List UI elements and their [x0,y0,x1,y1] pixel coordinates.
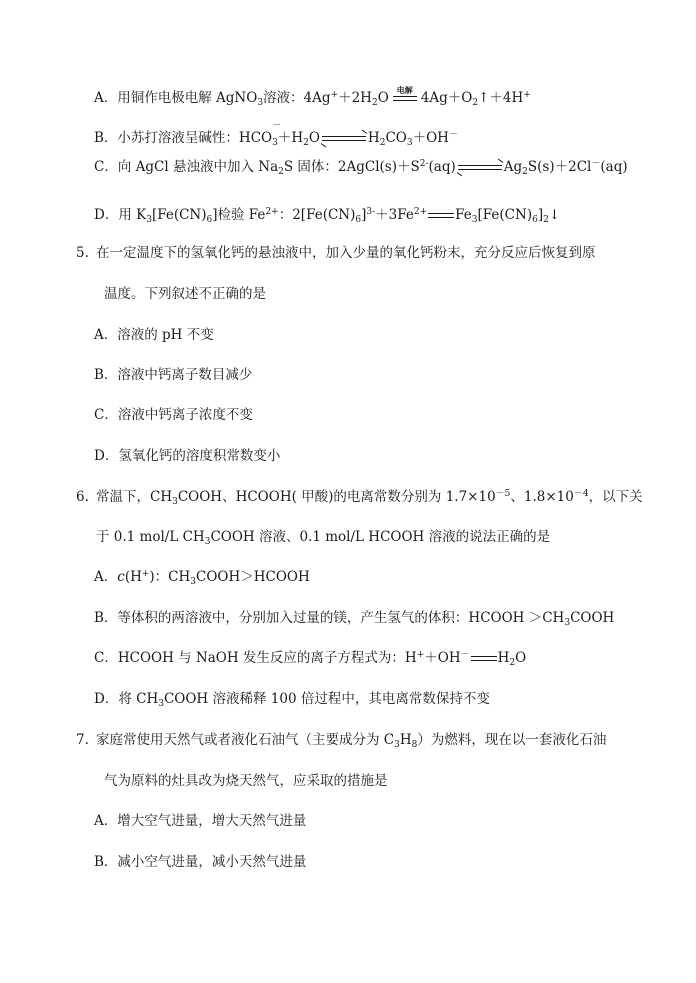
question-stem: COOH 溶液、0.1 mol/L HCOOH 溶液的说法正确的是 [210,529,551,545]
option-text: ＋H [277,130,304,146]
option-text: [Fe(CN) [151,207,207,223]
option-text: 向 AgCl 悬浊液中加入 Na [117,159,279,175]
question-stem: 在一定温度下的氢氧化钙的悬浊液中，加入少量的氧化钙粉末，充分反应后恢复到原 [96,245,596,261]
question-stem: H [399,732,412,748]
subscript: 3 [272,138,278,148]
q6-option-d [94,689,490,709]
subscript: 3 [564,618,571,628]
option-text: ：2[Fe(CN) [278,207,356,223]
option-text: 溶液的 pH 不变 [117,327,214,343]
q5-option-c [94,405,253,425]
question-stem: 气为原料的灶具改为烧天然气，应采取的措施是 [104,773,388,789]
question-stem: ）为燃料，现在以一套液化石油 [417,732,607,748]
option-text: H [367,130,380,146]
option-text: Ag [503,159,523,175]
option-text: COOH＞HCOOH [196,569,310,585]
q4-option-d [94,205,560,225]
hco3-ion: － $_3$ [272,121,282,148]
q4-option-c [94,157,628,177]
option-text: (aq) [600,159,628,175]
option-text: O [377,90,389,106]
option-text: 小苏打溶液呈碱性：HCO [117,130,273,146]
superscript: 2+ [413,207,428,217]
option-text: 等体积的两溶液中，分别加入过量的镁，产生氢气的体积：HCOOH ＞CH [117,610,565,626]
arrow-label: 电解 [396,84,413,95]
subscript: 3 [146,215,152,225]
superscript: + [416,650,425,660]
option-label: D． [94,448,119,464]
q4-option-b [94,121,458,148]
q6-option-c [94,648,526,668]
option-label: D． [94,207,119,223]
option-label: B． [94,854,118,870]
option-text: COOH 溶液稀释 100 倍过程中，其电离常数保持不变 [163,691,490,707]
option-text: 4Ag＋O [420,90,473,106]
option-text: S(s)＋2Cl [527,159,592,175]
superscript: － [448,130,458,140]
q5-stem-line1 [76,243,596,263]
option-text: 减小空气进量，减小天然气进量 [117,854,307,870]
q7-stem-line2 [104,771,388,791]
q5-stem-line2 [104,284,266,304]
subscript: 3 [190,577,197,587]
equilibrium-arrow-icon [322,135,366,143]
subscript: 2 [472,98,479,108]
question-stem: 于 0.1 mol/L CH [96,529,205,545]
subscript: 3 [158,699,164,709]
superscript: 2- [419,159,429,169]
question-stem: ，以下关 [588,489,643,505]
option-label: A． [94,90,118,106]
option-text: [Fe(CN) [477,207,533,223]
subscript: 3 [204,537,211,547]
subscript: 8 [411,740,418,750]
option-text: ＋OH [412,130,449,146]
option-text: ] [537,207,544,223]
option-text: CO [385,130,407,146]
option-label: B． [94,367,118,383]
option-label: B． [94,610,118,626]
option-text: ↑＋4H [478,90,524,106]
superscript: －4 [573,489,589,499]
question-number: 6. [76,489,89,505]
q7-option-b [94,852,306,872]
subscript: 2 [509,658,516,668]
q7-option-a [94,811,306,831]
subscript: 6 [355,215,362,225]
q5-option-b [94,365,252,385]
subscript: 3 [406,138,413,148]
option-text: 氢氧化钙的溶度积常数变小 [118,448,281,464]
option-label: C． [94,650,118,666]
subscript: 2 [303,138,309,148]
question-stem: 常温下，CH [96,489,173,505]
option-text: HCOOH 与 NaOH 发生反应的离子方程式为：H [117,650,417,666]
subscript: 2 [278,167,284,177]
q5-option-a [94,325,214,345]
superscript: －5 [495,489,511,499]
q6-stem-line1 [76,487,643,507]
option-text: 溶液中钙离子数目减少 [117,367,253,383]
q7-stem-line1 [76,730,606,750]
option-text: ↓ [548,207,561,223]
option-text: 溶液中钙离子浓度不变 [117,407,253,423]
option-text: 增大空气进量，增大天然气进量 [117,813,307,829]
q6-stem-line2 [96,527,550,547]
subscript: 3 [257,98,264,108]
q5-option-d [94,446,280,466]
subscript: 2 [522,167,528,177]
option-text: ＋3Fe [375,207,414,223]
electrolysis-arrow-icon [393,84,417,104]
question-stem: 家庭常使用天然气或者液化石油气（主要成分为 C [96,732,395,748]
option-text: 用 K [118,207,147,223]
option-label: A． [94,813,118,829]
option-text: Fe [455,207,472,223]
subscript: 6 [206,215,213,225]
option-text: 将 CH [118,691,159,707]
option-text: (aq) [428,159,456,175]
option-text: 用铜作电极电解 AgNO [117,90,258,106]
equals-icon [471,656,497,662]
q4-option-a [94,84,531,108]
question-number: 5. [76,245,89,261]
superscript: + [141,569,150,579]
subscript: 2 [379,138,386,148]
question-stem: COOH、HCOOH( 甲酸)的电离常数分别为 1.7×10 [177,489,496,505]
option-label: C． [94,159,118,175]
equals-icon [428,213,454,219]
option-text: H [497,650,510,666]
q6-option-a [94,567,310,587]
option-label: A． [94,569,118,585]
subscript: 3 [471,215,478,225]
superscript: + [330,90,339,100]
option-text: O [515,650,527,666]
option-text: (H [124,569,142,585]
option-text: )：CH [149,569,191,585]
superscript: － [591,159,601,169]
subscript: 2 [371,98,378,108]
subscript: 3 [172,497,178,507]
q6-option-b [94,608,614,628]
question-stem: 温度。下列叙述不正确的是 [104,286,266,302]
option-label: B． [94,130,118,146]
option-label: A． [94,327,118,343]
question-number: 7. [76,732,89,748]
option-text: c [117,569,125,585]
question-stem: 、1.8×10 [510,489,574,505]
option-label: D． [94,691,119,707]
option-text: S 固体：2AgCl(s)＋S [283,159,420,175]
subscript: 6 [532,215,538,225]
superscript: 2+ [265,207,279,217]
superscript: + [523,90,531,100]
option-text: O [308,130,320,146]
option-text: ]检验 Fe [212,207,266,223]
subscript: 2 [543,215,549,225]
option-text: COOH [570,610,615,626]
option-label: C． [94,407,118,423]
superscript: 3- [366,207,376,217]
option-text: ] [361,207,367,223]
superscript: － [460,650,470,660]
equilibrium-arrow-icon [458,164,502,172]
option-text: ＋OH [424,650,461,666]
subscript: 3 [394,740,400,750]
option-text: ＋2H [338,90,372,106]
option-text: 溶液：4Ag [263,90,331,106]
